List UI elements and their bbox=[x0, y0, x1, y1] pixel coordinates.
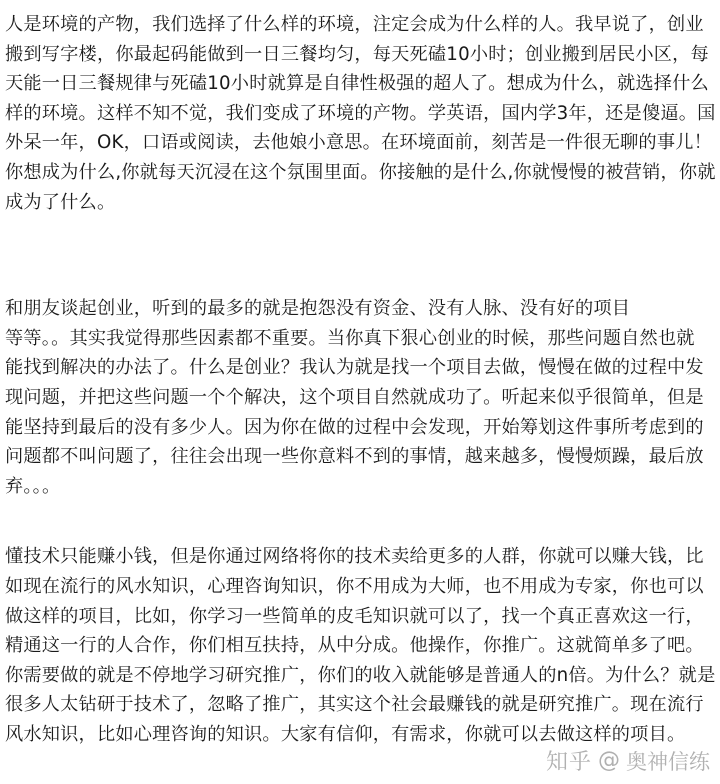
text-line: 现问题，并把这些问题一个个解决，这个项目自然就成功了。听起来似乎很简单，但是 bbox=[5, 386, 704, 408]
paragraph-startup bbox=[5, 294, 717, 501]
zhihu-watermark bbox=[546, 745, 710, 776]
article-body bbox=[5, 10, 717, 749]
text-line: 天能一日三餐规律与死磕10小时就算是自律性极强的超人了。想成为什么，就选择什么 bbox=[5, 73, 709, 95]
text-line: 能找到解决的办法了。什么是创业？我认为就是找一个项目去做，慢慢在做的过程中发 bbox=[5, 357, 704, 379]
text-line: 人是环境的产物，我们选择了什么样的环境，注定会成为什么样的人。我早说了，创业 bbox=[5, 14, 704, 35]
watermark-separator: @ bbox=[598, 748, 620, 773]
text-line: 做这样的项目，比如，你学习一些简单的皮毛知识就可以了，找一个真正喜欢这一行， bbox=[5, 605, 704, 627]
text-line: 弃。。。 bbox=[5, 475, 61, 497]
text-line: 和朋友谈起创业，听到的最多的就是抱怨没有资金、没有人脉、没有好的项目 bbox=[5, 298, 631, 320]
watermark-brand: 知乎 bbox=[545, 750, 592, 775]
text-line: 如现在流行的风水知识，心理咨询知识，你不用成为大师，也不用成为专家，你也可以 bbox=[5, 575, 704, 597]
text-line: 等等。。其实我觉得那些因素都不重要。当你真下狠心创业的时候，那些问题自然也就 bbox=[5, 327, 695, 349]
paragraph-technology bbox=[5, 542, 717, 749]
text-line: 样的环境。这样不知不觉，我们变成了环境的产物。学英语，国内学3年，还是傻逼。国 bbox=[5, 102, 716, 124]
watermark-author: 奥神信练 bbox=[626, 749, 710, 774]
text-line: 你需要做的就是不停地学习研究推广，你们的收入就能够是普通人的n倍。为什么？就是 bbox=[5, 664, 716, 686]
text-line: 外呆一年，OK，口语或阅读，去他娘小意思。在环境面前，刻苦是一件很无聊的事儿！ bbox=[5, 132, 712, 154]
text-line: 很多人太钻研于技术了，忽略了推广，其实这个社会最赚钱的就是研究推广。现在流行 bbox=[5, 694, 704, 716]
text-line: 能坚持到最后的没有多少人。因为你在做的过程中会发现，开始筹划这件事所考虑到的 bbox=[5, 416, 704, 438]
text-line: 成为了什么。 bbox=[5, 191, 116, 213]
text-line: 搬到写字楼，你最起码能做到一日三餐均匀，每天死磕10小时；创业搬到居民小区，每 bbox=[5, 43, 709, 65]
paragraph-environment bbox=[5, 10, 717, 217]
text-line: 精通这一行的人合作，你们相互扶持，从中分成。他操作，你推广。这就简单多了吧。 bbox=[5, 635, 704, 657]
text-line: 问题都不叫问题了，往往会出现一些你意料不到的事情，越来越多，慢慢烦躁，最后放 bbox=[5, 446, 704, 468]
text-line: 懂技术只能赚小钱，但是你通过网络将你的技术卖给更多的人群，你就可以赚大钱，比 bbox=[5, 546, 704, 568]
text-line: 你想成为什么,你就每天沉浸在这个氛围里面。你接触的是什么,你就慢慢的被营销，你就 bbox=[5, 161, 716, 183]
text-line: 风水知识，比如心理咨询的知识。大家有信仰，有需求，你就可以去做这样的项目。 bbox=[5, 723, 686, 745]
